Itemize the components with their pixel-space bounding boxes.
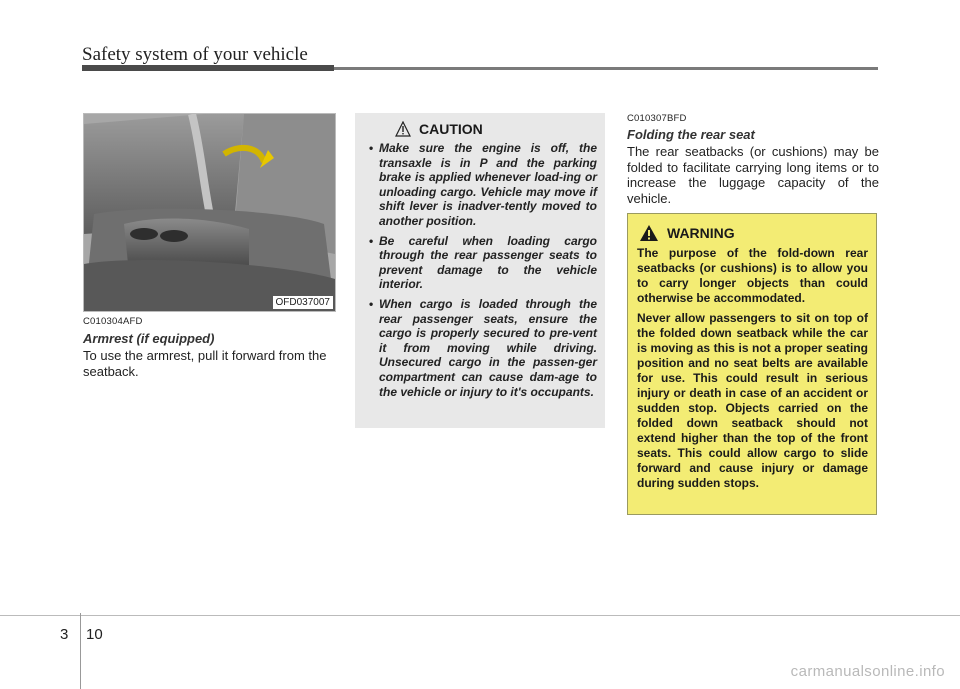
page-header-title: Safety system of your vehicle <box>82 44 308 65</box>
page-number: 10 <box>86 626 103 643</box>
armrest-illustration <box>84 114 335 311</box>
warning-title: WARNING <box>667 225 735 241</box>
watermark: carmanualsonline.info <box>790 663 945 680</box>
caution-heading <box>395 121 597 137</box>
armrest-body: To use the armrest, pull it forward from the seatback. <box>83 348 327 379</box>
caution-item: • Make sure the engine is off, the transaxle is in P and the parking brake is applied whenever load-ing or unloading cargo. Vehicle may move if shift lever is inadver-tently moved to another position. <box>365 141 597 229</box>
warning-heading <box>639 224 868 242</box>
caution-title: CAUTION <box>419 121 483 137</box>
warning-paragraph: The purpose of the fold-down rear seatbacks (or cushions) is to allow you to carry longer objects than could otherwise be accommodated. <box>637 246 868 305</box>
footer-divider <box>80 613 81 689</box>
caution-item: • Be careful when loading cargo through the rear passenger seats to prevent damage to the vehicle interior. <box>365 234 597 292</box>
caution-box <box>355 113 605 428</box>
caution-item: • When cargo is loaded through the rear passenger seats, ensure the cargo is properly secured to pre-vent it from moving while driving. Unsecured cargo in the passen-ger compartment can cause dam-age to the vehicle or injury to it's occupants. <box>365 297 597 399</box>
armrest-subhead: Armrest (if equipped) <box>83 331 215 346</box>
chapter-number: 3 <box>60 626 69 643</box>
footer-rule <box>0 615 960 616</box>
section-code-folding: C010307BFD <box>627 113 687 124</box>
warning-paragraph: Never allow passengers to sit on top of the folded down seatback while the car is moving as this is not a proper seating position and no seat belts are available for use. This could result in serious injury or death in case of an accident or sudden stop. Objects carried on the folded down seatback should not extend higher than the top of the front seats. This could allow cargo to slide forward and cause injury or damage during sudden stops. <box>637 311 868 490</box>
image-code: OFD037007 <box>273 296 333 309</box>
caution-triangle-icon <box>395 121 411 137</box>
folding-body: The rear seatbacks (or cushions) may be folded to facilitate carrying long items or to increase the luggage capacity of the vehicle. <box>627 144 879 206</box>
folding-subhead: Folding the rear seat <box>627 127 755 142</box>
caution-list <box>365 141 597 399</box>
armrest-photo <box>83 113 336 312</box>
header-rule-accent <box>82 65 334 71</box>
warning-box <box>627 213 877 515</box>
section-code-armrest: C010304AFD <box>83 316 143 327</box>
warning-triangle-icon <box>639 224 659 242</box>
